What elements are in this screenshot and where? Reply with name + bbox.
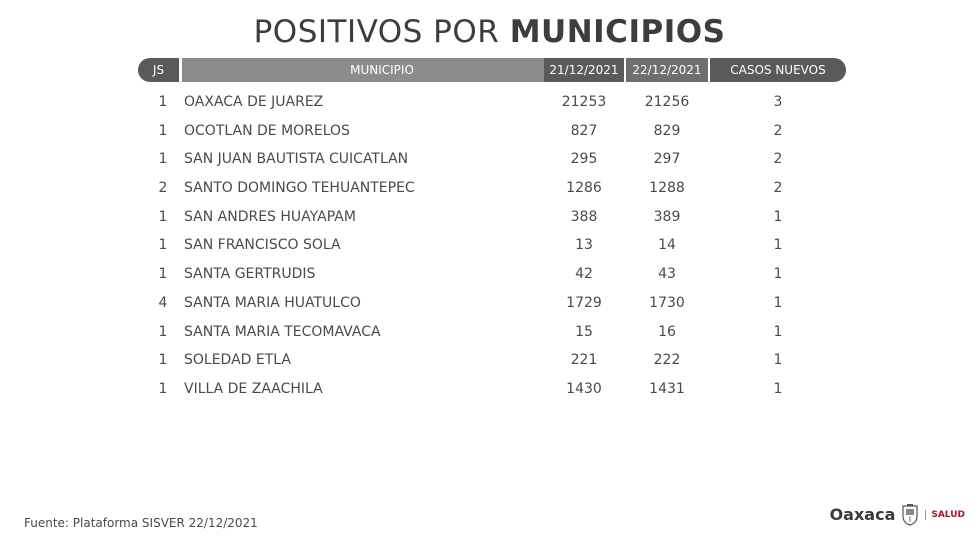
title-bold: MUNICIPIOS <box>509 14 726 50</box>
page-title <box>0 14 979 50</box>
header-date2: 22/12/2021 <box>626 58 708 82</box>
table-body <box>138 88 846 404</box>
cell-date2: 21256 <box>644 94 690 110</box>
table-row <box>138 375 846 404</box>
cell-casos-nuevos: 2 <box>773 180 783 197</box>
cell-date1: 221 <box>570 352 598 369</box>
cell-js: 4 <box>158 294 168 311</box>
cell-js: 1 <box>158 208 168 225</box>
cell-date1: 827 <box>570 122 598 139</box>
cell-casos-nuevos: 1 <box>773 352 783 369</box>
table-row <box>138 260 846 289</box>
cell-date1: 13 <box>575 237 593 254</box>
header-municipio: MUNICIPIO <box>182 58 582 82</box>
cell-js: 1 <box>158 94 168 110</box>
cell-municipio: SANTA GERTRUDIS <box>184 266 316 283</box>
cell-date2: 43 <box>658 266 676 283</box>
cell-municipio: SANTO DOMINGO TEHUANTEPEC <box>184 180 415 197</box>
cell-date2: 1730 <box>649 294 685 311</box>
cell-municipio: SANTA MARIA HUATULCO <box>184 294 361 311</box>
cell-date2: 1431 <box>649 380 685 397</box>
cell-js: 1 <box>158 323 168 340</box>
oaxaca-logo-text: Oaxaca <box>829 505 896 524</box>
source-note: Fuente: Plataforma SISVER 22/12/2021 <box>24 516 258 530</box>
cell-js: 1 <box>158 266 168 283</box>
cell-date1: 1430 <box>566 380 602 397</box>
cell-municipio: OCOTLAN DE MORELOS <box>184 122 350 139</box>
table-row <box>138 145 846 174</box>
state-coat-of-arms-icon <box>901 503 919 527</box>
cell-date2: 222 <box>653 352 681 369</box>
cell-date2: 14 <box>658 237 676 254</box>
table-row <box>138 117 846 146</box>
cell-municipio: SOLEDAD ETLA <box>184 352 291 369</box>
salud-logo <box>925 510 965 520</box>
cell-casos-nuevos: 2 <box>773 122 783 139</box>
cell-casos-nuevos: 1 <box>773 294 783 311</box>
salud-logo-text: SALUD <box>931 510 965 520</box>
cell-casos-nuevos: 1 <box>773 266 783 283</box>
cell-casos-nuevos: 2 <box>773 151 783 168</box>
cell-casos-nuevos: 1 <box>773 323 783 340</box>
table-row <box>138 346 846 375</box>
cell-casos-nuevos: 1 <box>773 208 783 225</box>
footer-logos <box>830 500 965 530</box>
cell-js: 1 <box>158 380 168 397</box>
cell-date1: 21253 <box>561 94 607 110</box>
table-row <box>138 318 846 347</box>
cell-municipio: OAXACA DE JUAREZ <box>184 94 324 110</box>
cell-date1: 42 <box>575 266 593 283</box>
cell-municipio: SAN JUAN BAUTISTA CUICATLAN <box>184 151 409 168</box>
cell-casos-nuevos: 1 <box>773 237 783 254</box>
cell-date2: 1288 <box>649 180 685 197</box>
cell-date2: 829 <box>653 122 681 139</box>
cell-js: 1 <box>158 151 168 168</box>
cell-date2: 297 <box>653 151 681 168</box>
cell-date1: 15 <box>575 323 593 340</box>
cell-municipio: SAN ANDRES HUAYAPAM <box>184 208 356 225</box>
table-row <box>138 289 846 318</box>
cell-js: 1 <box>158 122 168 139</box>
cell-municipio: VILLA DE ZAACHILA <box>184 380 323 397</box>
table-row <box>138 231 846 260</box>
cell-js: 1 <box>158 237 168 254</box>
cell-date1: 1729 <box>566 294 602 311</box>
table-row <box>138 88 846 117</box>
oaxaca-logo <box>830 507 896 523</box>
header-casos-nuevos: CASOS NUEVOS <box>710 58 846 82</box>
cell-date2: 16 <box>658 323 676 340</box>
title-light: POSITIVOS POR <box>253 14 500 50</box>
cell-date1: 388 <box>570 208 598 225</box>
cell-js: 2 <box>158 180 168 197</box>
header-date1: 21/12/2021 <box>544 58 624 82</box>
cell-casos-nuevos: 1 <box>773 380 783 397</box>
cell-date1: 1286 <box>566 180 602 197</box>
cell-date2: 389 <box>653 208 681 225</box>
table-header <box>138 58 846 82</box>
cell-js: 1 <box>158 352 168 369</box>
cell-casos-nuevos: 3 <box>773 94 783 110</box>
cell-date1: 295 <box>570 151 598 168</box>
table-row <box>138 203 846 232</box>
cell-municipio: SAN FRANCISCO SOLA <box>184 237 341 254</box>
header-js: JS <box>138 58 179 82</box>
cell-municipio: SANTA MARIA TECOMAVACA <box>184 323 381 340</box>
table-row <box>138 174 846 203</box>
